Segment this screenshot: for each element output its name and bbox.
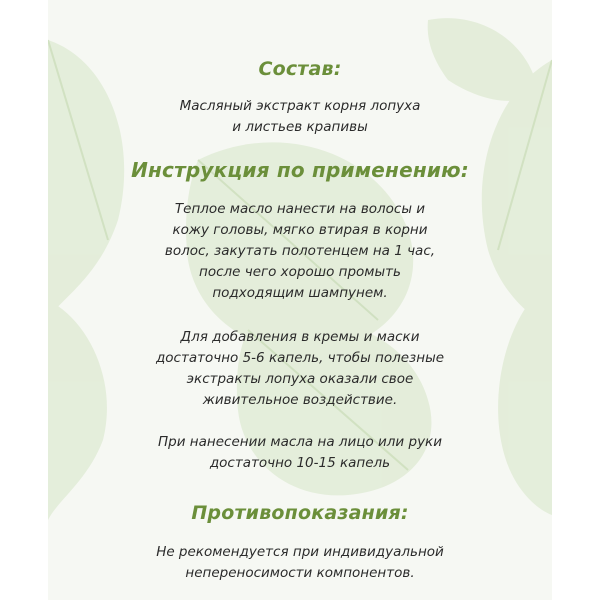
text-content	[48, 0, 552, 600]
instructions-line: экстракты лопуха оказали свое	[186, 371, 414, 387]
contraindications-line: Не рекомендуется при индивидуальной	[156, 544, 444, 560]
instructions-paragraph-3	[48, 432, 552, 474]
instructions-paragraph-2	[48, 327, 552, 411]
composition-line: Масляный экстракт корня лопуха	[179, 98, 421, 114]
composition-text	[48, 96, 552, 138]
instructions-line: волос, закутать полотенцем на 1 час,	[164, 243, 436, 259]
composition-line: и листьев крапивы	[232, 119, 368, 135]
instructions-line: При нанесении масла на лицо или руки	[158, 434, 442, 450]
instructions-line: достаточно 5-6 капель, чтобы полезные	[155, 350, 445, 366]
instructions-line: кожу головы, мягко втирая в корни	[172, 222, 428, 238]
instructions-line: Теплое масло нанести на волосы и	[174, 201, 426, 217]
instructions-line: после чего хорошо промыть	[199, 264, 401, 280]
contraindications-heading: Противопоказания:	[191, 502, 409, 524]
instructions-paragraph-1	[48, 199, 552, 304]
instructions-line: подходящим шампунем.	[212, 285, 388, 301]
instructions-heading: Инструкция по применению:	[131, 158, 469, 182]
composition-heading: Состав:	[258, 58, 342, 80]
contraindications-text	[48, 542, 552, 584]
instructions-line: живительное воздействие.	[202, 392, 398, 408]
instructions-line: достаточно 10-15 капель	[209, 455, 391, 471]
instructions-line: Для добавления в кремы и маски	[180, 329, 420, 345]
contraindications-line: непереносимости компонентов.	[185, 565, 415, 581]
